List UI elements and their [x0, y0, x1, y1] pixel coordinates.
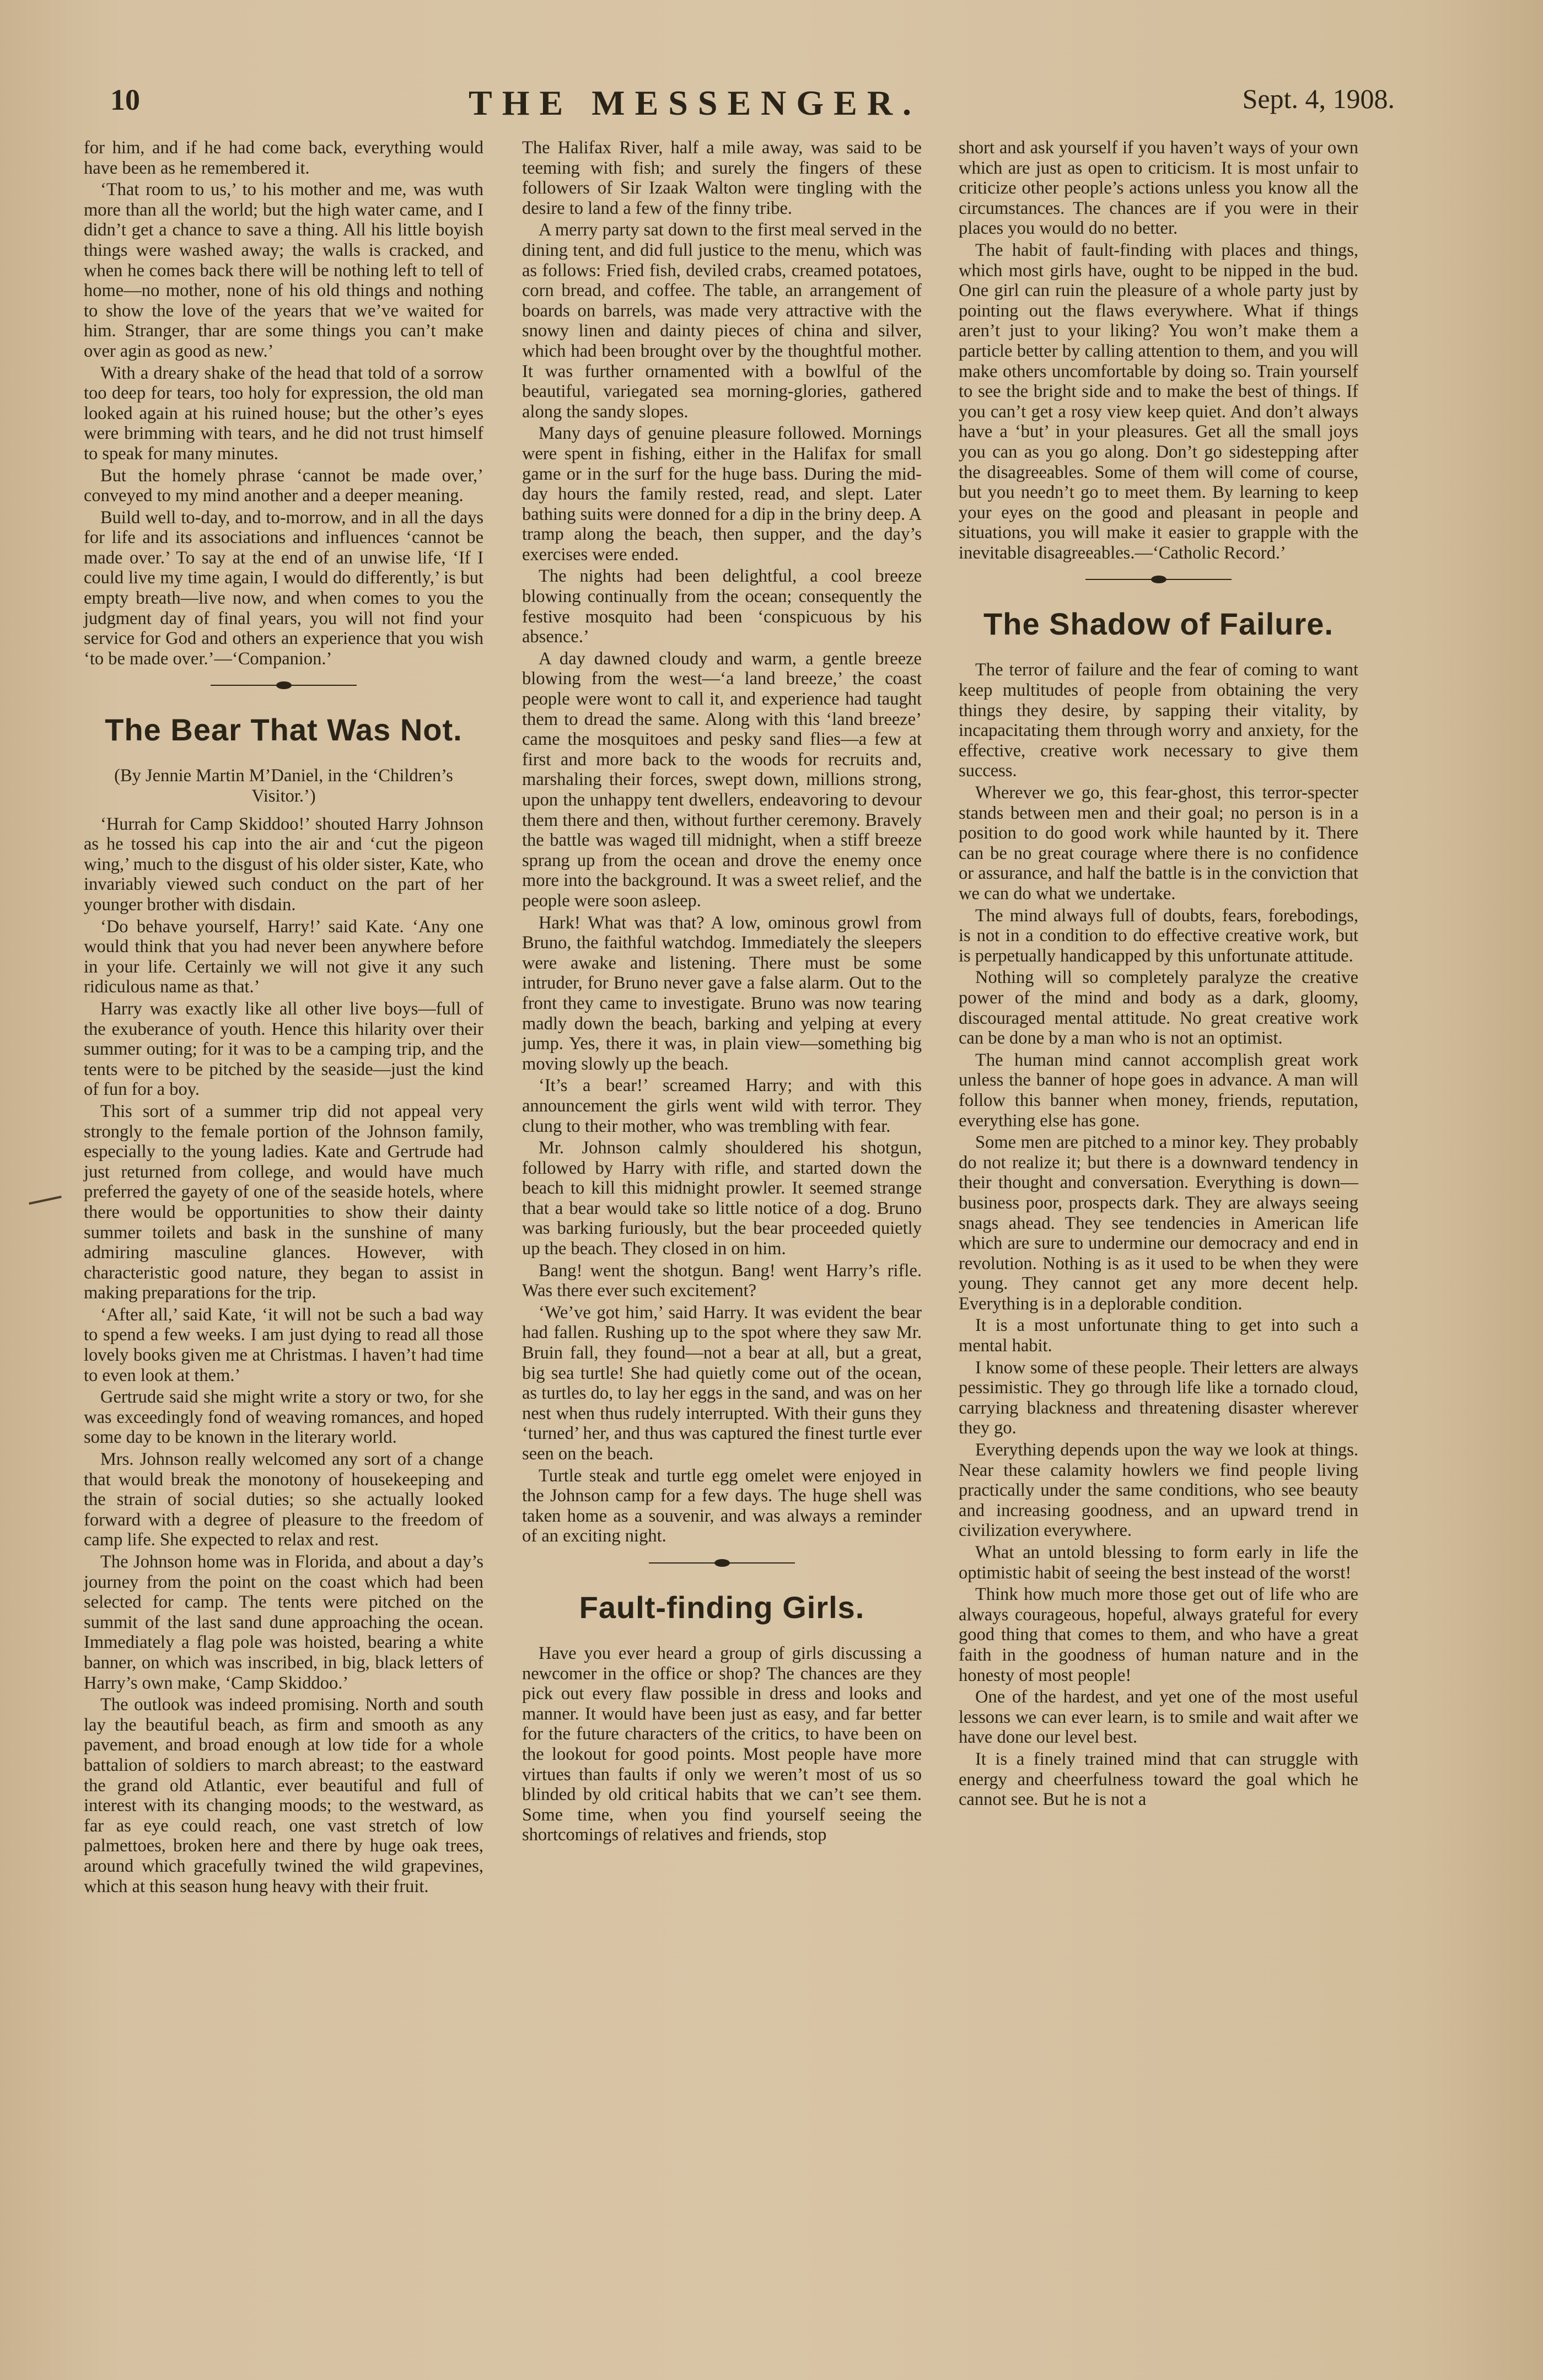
article-paragraph: Harry was exactly like all other live boys—full of the exuberance of youth. Hence this hilarity over their summer outing; for it was to be a camping trip, and the tents were to be pitched by the seaside—just the kind of fun for a boy.: [84, 998, 483, 1100]
column-1: [84, 138, 483, 1898]
article-paragraph: Think how much more those get out of life who are always courageous, hopeful, always grateful for every good thing that comes to them, and who have a great faith in the goodness of human nature and in the honesty of most people!: [959, 1584, 1358, 1685]
article-paragraph: The nights had been delightful, a cool breeze blowing continually from the ocean; consequently the festive mosquito had been ‘conspicuous by his absence.’: [522, 566, 922, 647]
article-paragraph: I know some of these people. Their letters are always pessimistic. They go through life like a tornado cloud, carrying blackness and threatening disaster wherever they go.: [959, 1357, 1358, 1438]
article-paragraph: Wherever we go, this fear-ghost, this terror-specter stands between men and their goal; no person is in a position to do good work while haunted by it. There can be no great courage where there is no confidence or assurance, and half the battle is in the conviction that we can do what we undertake.: [959, 783, 1358, 904]
article-byline: (By Jennie Martin M’Daniel, in the ‘Children’s Visitor.’): [114, 766, 453, 807]
article-paragraph: Bang! went the shotgun. Bang! went Harry’s rifle. Was there ever such excitement?: [522, 1260, 922, 1301]
article-paragraph: The Johnson home was in Florida, and about a day’s journey from the point on the coast which had been selected for camp. The tents were pitched on the summit of the last sand dune approaching the ocean. Immediately a flag pole was hoisted, bearing a white banner, on which was inscribed, in big, black letters of Harry’s own make, ‘Camp Skiddoo.’: [84, 1552, 483, 1693]
issue-date: Sept. 4, 1908.: [1242, 83, 1395, 114]
article-paragraph: The terror of failure and the fear of coming to want keep multitudes of people from obtaining the very things they desire, by sapping their vitality, by incapacitating them through worry and anxiety, for the effective, creative work necessary to give them success.: [959, 660, 1358, 781]
article-paragraph: It is a finely trained mind that can struggle with energy and cheerfulness toward the goal which he cannot see. But he is not a: [959, 1749, 1358, 1810]
article-paragraph: Some men are pitched to a minor key. They probably do not realize it; but there is a downward tendency in their thought and conversation. Everything is down—business poor, prospects dark. They are always seeing snags ahead. They see tendencies in American life which are sure to undermine our democracy and end in revolution. Nothing is as it used to be when they were young. They cannot get any more decent help. Everything is in a deplorable condition.: [959, 1132, 1358, 1314]
page-number: 10: [110, 83, 140, 116]
article-paragraph: Many days of genuine pleasure followed. Mornings were spent in fishing, either in the Halifax for small game or in the surf for the huge bass. During the mid-day hours the family rested, read, and slept. Later bathing suits were donned for a dip in the briny deep. A tramp along the beach, then supper, and the day’s exercises were ended.: [522, 423, 922, 565]
article-paragraph: The Halifax River, half a mile away, was said to be teeming with fish; and surely the fingers of these followers of Sir Izaak Walton were tingling with the desire to land a few of the finny tribe.: [522, 138, 922, 218]
article-paragraph: Mrs. Johnson really welcomed any sort of a change that would break the monotony of housekeeping and the strain of social duties; so she actually looked forward with a degree of pleasure to the freedom of camp life. She expected to relax and rest.: [84, 1449, 483, 1550]
article-paragraph: But the homely phrase ‘cannot be made over,’ conveyed to my mind another and a deeper meaning.: [84, 465, 483, 506]
article-paragraph: Everything depends upon the way we look at things. Near these calamity howlers we find people living practically under the same conditions, who see beauty and increasing goodness, and an upward trend in civilization everywhere.: [959, 1440, 1358, 1541]
article-paragraph: ‘After all,’ said Kate, ‘it will not be such a bad way to spend a few weeks. I am just dying to read all those lovely books given me at Christmas. I haven’t had time to even look at them.’: [84, 1304, 483, 1385]
article-title: Fault-finding Girls.: [579, 1589, 865, 1625]
article-paragraph: Mr. Johnson calmly shouldered his shotgun, followed by Harry with rifle, and started down the beach to kill this midnight prowler. It seemed strange that a bear would take so little notice of a dog. Bruno was barking furiously, but the bear proceeded quietly up the beach. They closed in on him.: [522, 1138, 922, 1259]
article-paragraph: ‘We’ve got him,’ said Harry. It was evident the bear had fallen. Rushing up to the spot where they saw Mr. Bruin fall, they found—not a bear at all, but a great, big sea turtle! She had quietly come out of the ocean, as turtles do, to lay her eggs in the sand, and was on her nest when thus rudely interrupted. With their guns they ‘turned’ her, and thus was captured the finest turtle ever seen on the beach.: [522, 1302, 922, 1464]
margin-pencil-mark: [29, 1196, 62, 1205]
column-2: [522, 138, 922, 1847]
article-paragraph: Gertrude said she might write a story or two, for she was exceedingly fond of weaving romances, and hoped some day to be known in the literary world.: [84, 1387, 483, 1448]
article-paragraph: Build well to-day, and to-morrow, and in all the days for life and its associations and influences ‘cannot be made over.’ To say at the end of an unwise life, ‘If I could live my time again, I would do differently,’ is but empty breath—live now, and when comes to you the judgment day of final years, you will not find your service for God and others an experience that you wish ‘to be made over.’—‘Companion.’: [84, 507, 483, 669]
column-3: [959, 138, 1358, 1812]
article-paragraph: The mind always full of doubts, fears, forebodings, is not in a condition to do effective creative work, but is perpetually handicapped by this unfortunate attitude.: [959, 905, 1358, 966]
article-paragraph: short and ask yourself if you haven’t ways of your own which are just as open to criticism. It is most unfair to criticize other people’s actions unless you know all the circumstances. The chances are if you were in their places you would do no better.: [959, 138, 1358, 239]
article-paragraph: The outlook was indeed promising. North and south lay the beautiful beach, as firm and smooth as any pavement, and broad enough at low tide for a whole battalion of soldiers to march abreast; to the eastward the grand old Atlantic, ever beautiful and full of interest with its changing moods; to the westward, as far as eye could reach, one vast stretch of low palmettoes, broken here and there by huge oak trees, around which gracefully twined the wild grapevines, which at this season hung heavy with their fruit.: [84, 1695, 483, 1897]
article-paragraph: Have you ever heard a group of girls discussing a newcomer in the office or shop? The chances are they pick out every flaw possible in dress and looks and manner. It would have been just as easy, and far better for the future characters of the critics, to have been on the lookout for good points. Most people have more virtues than faults if only we weren’t most of us so blinded by old critical habits that we can’t see them. Some time, when you find yourself seeing the shortcomings of relatives and friends, stop: [522, 1643, 922, 1845]
article-paragraph: ‘Hurrah for Camp Skiddoo!’ shouted Harry Johnson as he tossed his cap into the air and ‘cut the pigeon wing,’ much to the disgust of his older sister, Kate, who invariably viewed such conduct on the part of her younger brother with disdain.: [84, 814, 483, 915]
article-paragraph: Turtle steak and turtle egg omelet were enjoyed in the Johnson camp for a few days. The huge shell was taken home as a souvenir, and was always a reminder of an exciting night.: [522, 1465, 922, 1546]
article-paragraph: for him, and if he had come back, everything would have been as he remembered it.: [84, 138, 483, 178]
article-title: The Bear That Was Not.: [105, 712, 463, 748]
article-paragraph: The human mind cannot accomplish great work unless the banner of hope goes in advance. A man will follow this banner when money, friends, reputation, everything else has gone.: [959, 1050, 1358, 1131]
article-paragraph: Nothing will so completely paralyze the creative power of the mind and body as a dark, gloomy, discouraged mental attitude. No great creative work can be done by a man who is not an optimist.: [959, 968, 1358, 1049]
article-paragraph: ‘It’s a bear!’ screamed Harry; and with this announcement the girls went wild with terror. They clung to their mother, who was trembling with fear.: [522, 1076, 922, 1136]
section-divider: [84, 680, 483, 691]
article-paragraph: A day dawned cloudy and warm, a gentle breeze blowing from the west—‘a land breeze,’ the coast people were wont to call it, and experience had taught them to dread the same. Along with this ‘land breeze’ came the mosquitoes and pesky sand flies—a few at first and more back to the woods for recruits and, marshaling their forces, swept down, millions strong, upon the unhappy tent dwellers, endeavoring to devour them there and then, without further ceremony. Bravely the battle was waged till midnight, when a stiff breeze sprang up from the ocean and drove the enemy once more into the background. It was a sweet relief, and the people were soon asleep.: [522, 648, 922, 911]
article-paragraph: With a dreary shake of the head that told of a sorrow too deep for tears, too holy for expression, the old man looked again at his ruined house; but the other’s eyes were brimming with tears, and he did not trust himself to speak for many minutes.: [84, 363, 483, 464]
article-paragraph: What an untold blessing to form early in life the optimistic habit of seeing the best instead of the worst!: [959, 1543, 1358, 1583]
article-paragraph: It is a most unfortunate thing to get into such a mental habit.: [959, 1315, 1358, 1356]
article-title: The Shadow of Failure.: [983, 606, 1334, 642]
article-paragraph: Hark! What was that? A low, ominous growl from Bruno, the faithful watchdog. Immediately the sleepers were awake and listening. There must be some intruder, for Bruno never gave a false alarm. Out to the front they came to investigate. Bruno was now tearing madly down the beach, barking and yelping at every jump. Yes, there it was, in plain view—something big moving slowly up the beach.: [522, 912, 922, 1074]
article-paragraph: This sort of a summer trip did not appeal very strongly to the female portion of the Johnson family, especially to the young ladies. Kate and Gertrude had just returned from college, and would have much preferred the gayety of one of the seaside hotels, where there would be opportunities to show their dainty summer toilets and bask in the sunshine of many admiring masculine glances. However, with characteristic good nature, they began to assist in making preparations for the trip.: [84, 1101, 483, 1303]
article-paragraph: ‘That room to us,’ to his mother and me, was wuth more than all the world; but the high water came, and I didn’t get a chance to save a thing. All his little boyish things were washed away; the walls is cracked, and when he comes back there will be nothing left to tell of home—no mother, none of his old things and nothing to show the love of the years that we’ve waited for him. Stranger, thar are some things you can’t make over agin as good as new.’: [84, 180, 483, 361]
paper-title: THE MESSENGER.: [469, 83, 922, 122]
article-paragraph: ‘Do behave yourself, Harry!’ said Kate. ‘Any one would think that you had never been anywhere before in your life. Certainly we will not give it any such ridiculous name as that.’: [84, 916, 483, 997]
article-paragraph: A merry party sat down to the first meal served in the dining tent, and did full justice to the menu, which was as follows: Fried fish, deviled crabs, creamed potatoes, corn bread, and coffee. The table, an arrangement of boards on barrels, was made very attractive with the snowy linen and dainty pieces of china and silver, which had been brought over by the thoughtful mother. It was further ornamented with a bowlful of the beautiful, variegated sea morning-glories, gathered along the sandy slopes.: [522, 220, 922, 422]
article-paragraph: The habit of fault-finding with places and things, which most girls have, ought to be nipped in the bud. One girl can ruin the pleasure of a whole party just by pointing out the flaws everywhere. What if things aren’t just to your liking? You won’t make them a particle better by calling attention to them, and you will make others uncomfortable by doing so. Train yourself to see the bright side and to make the best of things. If you can’t get a rosy view keep quiet. And don’t always have a ‘but’ in your pleasures. Get all the small joys you can as you go along. Don’t go sidestepping after the disagreeables. Some of them will come of course, but you needn’t go to meet them. By learning to keep your eyes on the good and pleasant in people and situations, you will make it easier to grapple with the inevitable disagreeables.—‘Catholic Record.’: [959, 240, 1358, 563]
masthead: [110, 83, 1395, 127]
section-divider: [959, 574, 1358, 585]
article-paragraph: One of the hardest, and yet one of the most useful lessons we can ever learn, is to smile and wait after we have done our level best.: [959, 1687, 1358, 1748]
section-divider: [522, 1557, 922, 1568]
